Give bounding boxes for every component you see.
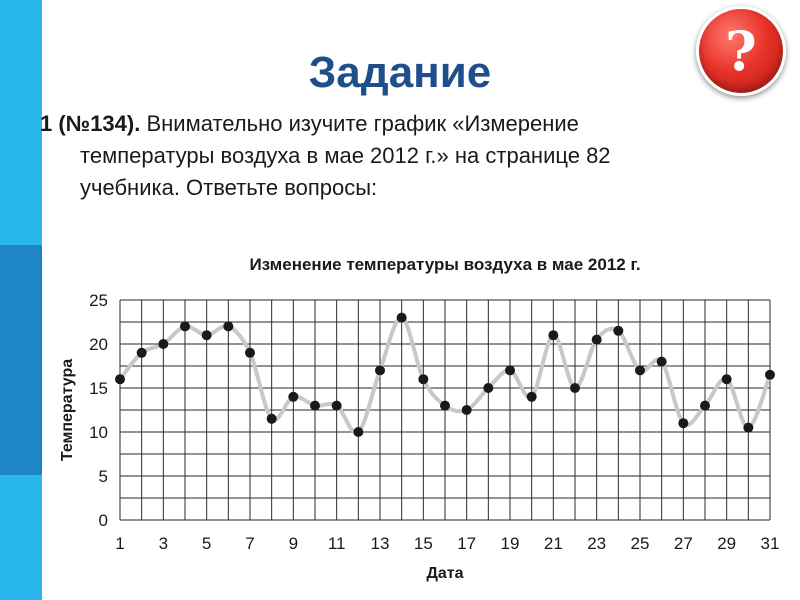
data-point <box>137 348 147 358</box>
y-tick-label: 5 <box>98 467 108 486</box>
data-point <box>115 374 125 384</box>
data-point <box>245 348 255 358</box>
data-point <box>353 427 363 437</box>
x-tick-label: 31 <box>760 534 780 553</box>
x-tick-label: 15 <box>413 534 433 553</box>
y-tick-label: 20 <box>89 335 108 354</box>
data-point <box>223 321 233 331</box>
data-point <box>743 423 753 433</box>
data-point <box>570 383 580 393</box>
x-tick-label: 25 <box>630 534 650 553</box>
data-point <box>310 401 320 411</box>
data-point <box>635 365 645 375</box>
data-point <box>375 365 385 375</box>
data-point <box>613 326 623 336</box>
help-question-button[interactable]: ? <box>696 6 786 96</box>
x-tick-label: 27 <box>673 534 693 553</box>
data-point <box>678 418 688 428</box>
data-point <box>700 401 710 411</box>
y-tick-label: 25 <box>89 291 108 310</box>
data-point <box>657 357 667 367</box>
data-point <box>722 374 732 384</box>
task-number: 1 (№134). <box>40 111 141 136</box>
y-tick-label: 0 <box>98 511 108 530</box>
data-point <box>202 330 212 340</box>
x-tick-label: 7 <box>245 534 255 553</box>
x-tick-label: 19 <box>500 534 520 553</box>
x-tick-label: 29 <box>717 534 737 553</box>
data-point <box>288 392 298 402</box>
data-point <box>505 365 515 375</box>
x-tick-label: 23 <box>587 534 607 553</box>
y-tick-label: 15 <box>89 379 108 398</box>
data-point <box>332 401 342 411</box>
x-tick-label: 3 <box>158 534 169 553</box>
data-point <box>180 321 190 331</box>
data-point <box>765 370 775 380</box>
data-point <box>548 330 558 340</box>
x-tick-label: 17 <box>457 534 477 553</box>
task-line-1 <box>40 108 740 140</box>
slide-title: Задание <box>308 48 492 97</box>
data-point <box>483 383 493 393</box>
data-point <box>397 313 407 323</box>
task-description <box>40 108 740 204</box>
data-point <box>592 335 602 345</box>
data-point <box>440 401 450 411</box>
data-point <box>158 339 168 349</box>
data-point <box>267 414 277 424</box>
chart-title: Изменение температуры воздуха в мае 2012 г. <box>249 255 641 274</box>
data-point <box>527 392 537 402</box>
temperature-chart <box>0 240 800 600</box>
x-axis-label: Дата <box>426 565 464 582</box>
x-tick-label: 1 <box>115 534 125 553</box>
task-line-3: учебника. Ответьте вопросы: <box>80 175 378 200</box>
x-tick-label: 13 <box>370 534 390 553</box>
data-point <box>462 405 472 415</box>
task-line-2: температуры воздуха в мае 2012 г.» на странице 82 <box>80 143 611 168</box>
data-point <box>418 374 428 384</box>
x-tick-label: 21 <box>543 534 563 553</box>
y-tick-label: 10 <box>89 423 108 442</box>
x-tick-label: 11 <box>327 534 346 553</box>
x-tick-label: 5 <box>201 534 212 553</box>
x-tick-label: 9 <box>288 534 299 553</box>
y-axis-label: Температура <box>59 358 76 462</box>
task-text-1: Внимательно изучите график «Измерение <box>146 111 579 136</box>
